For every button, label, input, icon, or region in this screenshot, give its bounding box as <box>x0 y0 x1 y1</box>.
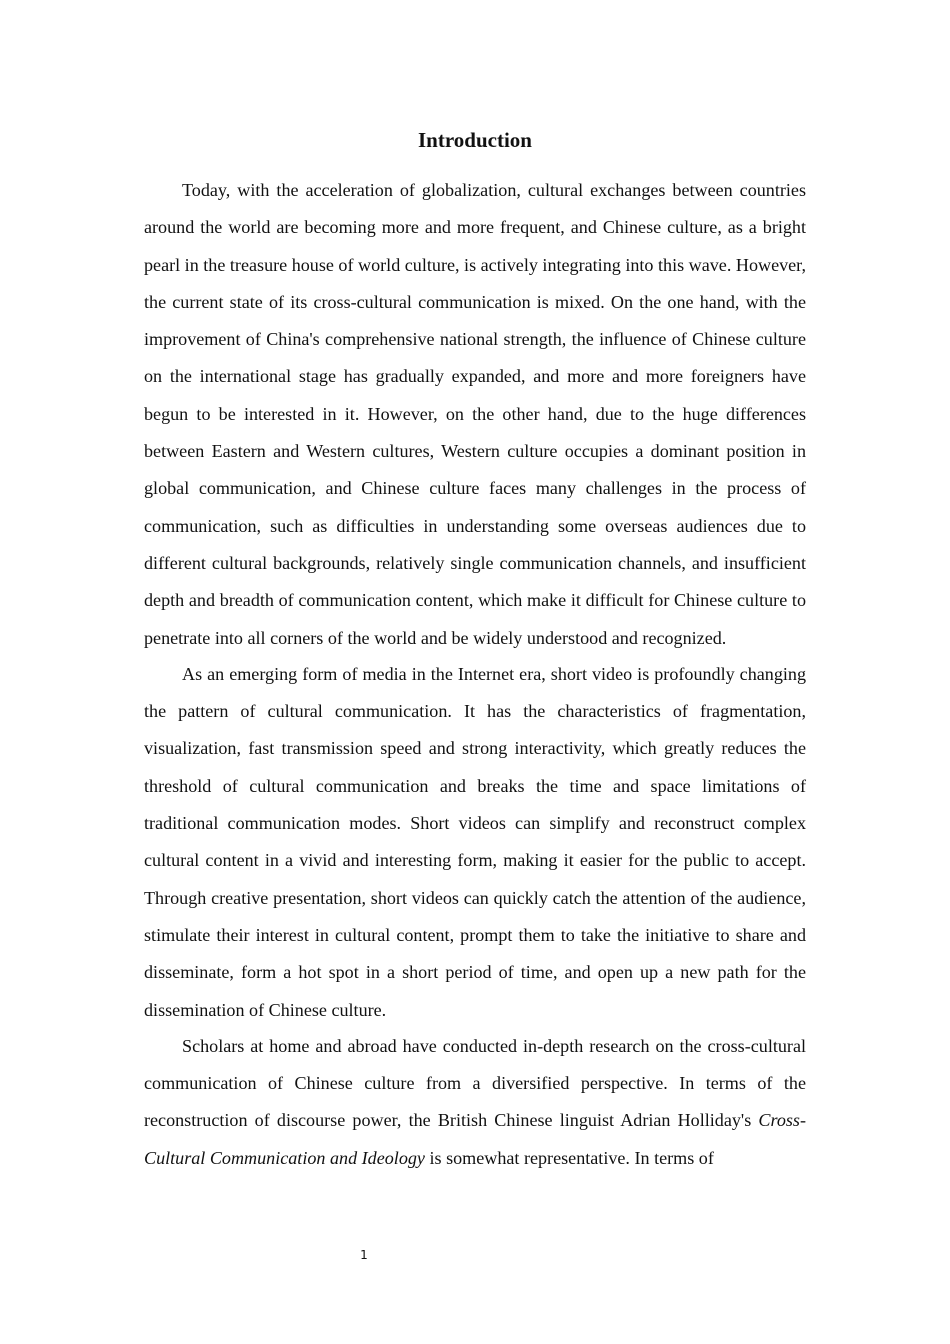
paragraph-short-video: As an emerging form of media in the Internet era, short video is profoundly changing the pattern of cultural communication. It has the characteristics of fragmentation, visualization, fast transmission speed and strong interactivity, which greatly reduces the threshold of cultural communication and breaks the time and space limitations of traditional communication modes. Short videos can simplify and reconstruct complex cultural content in a vivid and interesting form, making it easier for the public to accept. Through creative presentation, short videos can quickly catch the attention of the audience, stimulate their interest in cultural content, prompt them to take the initiative to share and disseminate, form a hot spot in a short period of time, and open up a new path for the dissemination of Chinese culture. <box>144 663 806 1020</box>
paragraph-scholars-text-end: is somewhat representative. In terms of <box>424 1147 714 1168</box>
section-heading: Introduction <box>418 128 532 152</box>
body-text <box>144 172 806 1177</box>
paragraph-scholars-text-start: Scholars at home and abroad have conducted in-depth research on the cross-cultural communication of Chinese culture from a diversified perspective. In terms of the reconstruction of discourse power, the British Chinese linguist Adrian Holliday's <box>144 1035 806 1131</box>
paragraph-globalization: Today, with the acceleration of globalization, cultural exchanges between countries around the world are becoming more and more frequent, and Chinese culture, as a bright pearl in the treasure house of world culture, is actively integrating into this wave. However, the current state of its cross-cultural communication is mixed. On the one hand, with the improvement of China's comprehensive national strength, the influence of Chinese culture on the international stage has gradually expanded, and more and more foreigners have begun to be interested in it. However, on the other hand, due to the huge differences between Eastern and Western cultures, Western culture occupies a dominant position in global communication, and Chinese culture faces many challenges in the process of communication, such as difficulties in understanding some overseas audiences due to different cultural backgrounds, relatively single communication channels, and insufficient depth and breadth of communication content, which make it difficult for Chinese culture to penetrate into all corners of the world and be widely understood and recognized. <box>144 180 807 648</box>
paragraph-scholars <box>144 1028 806 1177</box>
page-number: 1 <box>360 1248 368 1262</box>
book-title-italic: Cross-Cultural Communication and Ideology <box>144 1110 806 1168</box>
